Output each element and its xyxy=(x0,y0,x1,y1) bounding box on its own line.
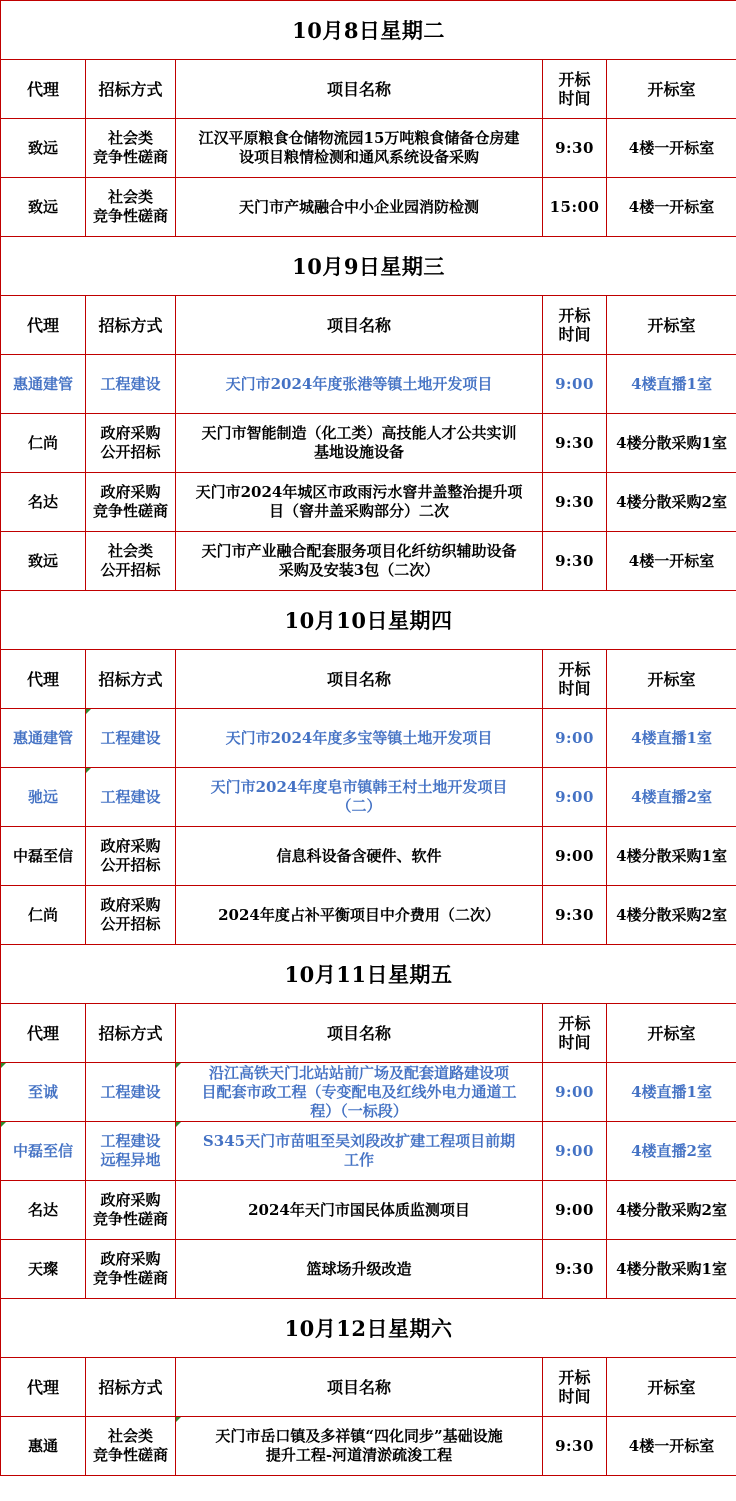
header-agent: 代理 xyxy=(1,1358,86,1417)
method-cell-line: 社会类 xyxy=(107,1427,153,1445)
bid-room-cell: 4楼直播2室 xyxy=(607,768,736,827)
project-name-cell-line: 天门市2024年度皂市镇韩王村土地开发项目 xyxy=(210,778,508,796)
header-room: 开标室 xyxy=(607,296,736,355)
header-project: 项目名称 xyxy=(176,60,543,119)
method-cell-line: 政府采购 xyxy=(100,424,161,442)
column-header-row xyxy=(1,60,736,119)
method-cell-line: 竞争性磋商 xyxy=(92,207,168,225)
project-name-cell-line: 目（窨井盖采购部分）二次 xyxy=(268,502,449,520)
bid-time-cell: 9:30 xyxy=(543,1240,607,1299)
method-cell-line: 远程异地 xyxy=(100,1151,161,1169)
project-row xyxy=(1,532,736,591)
project-name-cell xyxy=(176,178,543,237)
header-time-line2: 时间 xyxy=(558,1387,591,1406)
header-method: 招标方式 xyxy=(86,650,176,709)
project-row xyxy=(1,1417,736,1476)
header-room: 开标室 xyxy=(607,650,736,709)
day-title: 10月8日星期二 xyxy=(1,1,736,60)
project-row xyxy=(1,178,736,237)
method-cell-line: 社会类 xyxy=(107,542,153,560)
project-name-cell-line: 基地设施设备 xyxy=(313,443,404,461)
header-project: 项目名称 xyxy=(176,1004,543,1063)
method-cell-line: 政府采购 xyxy=(100,896,161,914)
method-cell-line: 竞争性磋商 xyxy=(92,1446,168,1464)
bid-time-cell: 9:00 xyxy=(543,709,607,768)
header-agent: 代理 xyxy=(1,60,86,119)
bid-room-cell: 4楼直播1室 xyxy=(607,709,736,768)
project-row xyxy=(1,827,736,886)
project-name-cell-line: 采购及安装3包（二次） xyxy=(278,561,440,579)
method-cell xyxy=(86,768,176,827)
agent-cell: 惠通建管 xyxy=(1,709,86,768)
method-cell-line: 政府采购 xyxy=(100,1250,161,1268)
project-name-cell xyxy=(176,1240,543,1299)
project-name-cell-line: 篮球场升级改造 xyxy=(306,1259,412,1278)
bid-time-cell: 9:00 xyxy=(543,1181,607,1240)
project-name-cell-line: 2024年天门市国民体质监测项目 xyxy=(248,1200,470,1219)
agent-cell: 惠通建管 xyxy=(1,355,86,414)
project-row xyxy=(1,709,736,768)
bid-time-cell: 9:30 xyxy=(543,414,607,473)
bid-room-cell: 4楼直播2室 xyxy=(607,1122,736,1181)
bid-time-cell: 9:30 xyxy=(543,119,607,178)
day-title: 10月12日星期六 xyxy=(1,1299,736,1358)
agent-cell: 天璨 xyxy=(1,1240,86,1299)
project-row xyxy=(1,473,736,532)
method-cell-line: 工程建设 xyxy=(100,1082,161,1101)
method-cell-line: 政府采购 xyxy=(100,483,161,501)
project-name-cell-line: 沿江高铁天门北站站前广场及配套道路建设项 xyxy=(208,1063,509,1082)
method-cell xyxy=(86,1181,176,1240)
agent-cell: 名达 xyxy=(1,473,86,532)
bid-room-cell: 4楼一开标室 xyxy=(607,119,736,178)
bid-room-cell: 4楼一开标室 xyxy=(607,178,736,237)
header-time xyxy=(543,1358,607,1417)
project-name-cell xyxy=(176,1417,543,1476)
agent-cell: 致远 xyxy=(1,178,86,237)
project-name-cell xyxy=(176,532,543,591)
bid-time-cell: 9:00 xyxy=(543,355,607,414)
header-project: 项目名称 xyxy=(176,296,543,355)
project-name-cell-line: 目配套市政工程（专变配电及红线外电力通道工 xyxy=(201,1082,517,1101)
method-cell xyxy=(86,1417,176,1476)
agent-cell: 致远 xyxy=(1,119,86,178)
header-time xyxy=(543,60,607,119)
bid-time-cell: 9:00 xyxy=(543,1122,607,1181)
project-name-cell xyxy=(176,473,543,532)
bid-room-cell: 4楼分散采购1室 xyxy=(607,414,736,473)
method-cell-line: 公开招标 xyxy=(100,561,161,579)
header-time-line2: 时间 xyxy=(558,1033,591,1052)
header-time-line2: 时间 xyxy=(558,89,591,108)
project-row xyxy=(1,1181,736,1240)
bid-time-cell: 9:30 xyxy=(543,1417,607,1476)
day-title: 10月10日星期四 xyxy=(1,591,736,650)
project-name-cell-line: 江汉平原粮食仓储物流园15万吨粮食储备仓房建 xyxy=(198,129,520,147)
column-header-row xyxy=(1,1004,736,1063)
header-agent: 代理 xyxy=(1,1004,86,1063)
header-time-line1: 开标 xyxy=(558,1014,591,1033)
method-cell-line: 公开招标 xyxy=(100,443,161,461)
method-cell xyxy=(86,119,176,178)
method-cell-line: 公开招标 xyxy=(100,856,161,874)
project-name-cell-line: 提升工程-河道清淤疏浚工程 xyxy=(265,1446,453,1464)
header-method: 招标方式 xyxy=(86,1358,176,1417)
method-cell-line: 竞争性磋商 xyxy=(92,502,168,520)
project-name-cell xyxy=(176,1181,543,1240)
agent-cell: 惠通 xyxy=(1,1417,86,1476)
header-time xyxy=(543,650,607,709)
project-name-cell-line: 工作 xyxy=(343,1151,374,1169)
method-cell xyxy=(86,1122,176,1181)
project-row xyxy=(1,1063,736,1122)
agent-cell: 中磊至信 xyxy=(1,827,86,886)
method-cell-line: 竞争性磋商 xyxy=(92,1269,168,1287)
bid-time-cell: 9:00 xyxy=(543,768,607,827)
header-time-line1: 开标 xyxy=(558,306,591,325)
bid-room-cell: 4楼直播1室 xyxy=(607,1063,736,1122)
method-cell-line: 社会类 xyxy=(107,129,153,147)
project-name-cell-line: 信息科设备含硬件、软件 xyxy=(276,846,442,865)
project-name-cell xyxy=(176,414,543,473)
bid-time-cell: 9:30 xyxy=(543,532,607,591)
project-name-cell xyxy=(176,827,543,886)
project-name-cell-line: 天门市2024年度多宝等镇土地开发项目 xyxy=(225,728,493,747)
method-cell-line: 工程建设 xyxy=(100,728,161,747)
header-room: 开标室 xyxy=(607,60,736,119)
project-name-cell-line: 天门市岳口镇及多祥镇“四化同步”基础设施 xyxy=(215,1427,503,1445)
bid-time-cell: 9:00 xyxy=(543,1063,607,1122)
header-room: 开标室 xyxy=(607,1004,736,1063)
method-cell xyxy=(86,355,176,414)
day-title-row xyxy=(1,1299,736,1358)
header-method: 招标方式 xyxy=(86,60,176,119)
project-name-cell-line: 天门市智能制造（化工类）高技能人才公共实训 xyxy=(201,424,517,442)
header-time-line2: 时间 xyxy=(558,679,591,698)
method-cell-line: 政府采购 xyxy=(100,837,161,855)
method-cell-line: 社会类 xyxy=(107,188,153,206)
project-row xyxy=(1,414,736,473)
day-title-row xyxy=(1,945,736,1004)
project-name-cell xyxy=(176,1122,543,1181)
project-name-cell xyxy=(176,355,543,414)
project-name-cell-line: 程）（一标段） xyxy=(310,1101,408,1120)
method-cell-line: 公开招标 xyxy=(100,915,161,933)
project-name-cell-line: 设项目粮情检测和通风系统设备采购 xyxy=(238,148,479,166)
header-time-line1: 开标 xyxy=(558,1368,591,1387)
header-time xyxy=(543,1004,607,1063)
project-name-cell xyxy=(176,768,543,827)
bid-room-cell: 4楼直播1室 xyxy=(607,355,736,414)
method-cell-line: 竞争性磋商 xyxy=(92,1210,168,1228)
method-cell-line: 工程建设 xyxy=(100,374,161,393)
method-cell xyxy=(86,414,176,473)
bid-time-cell: 9:30 xyxy=(543,473,607,532)
header-agent: 代理 xyxy=(1,650,86,709)
day-title-row xyxy=(1,1,736,60)
method-cell xyxy=(86,178,176,237)
method-cell-line: 政府采购 xyxy=(100,1191,161,1209)
project-name-cell-line: 天门市产城融合中小企业园消防检测 xyxy=(238,197,479,216)
method-cell-line: 工程建设 xyxy=(100,787,161,806)
bid-time-cell: 9:00 xyxy=(543,827,607,886)
method-cell xyxy=(86,1240,176,1299)
project-name-cell xyxy=(176,886,543,945)
project-name-cell-line: 天门市产业融合配套服务项目化纤纺织辅助设备 xyxy=(201,542,517,560)
project-row xyxy=(1,886,736,945)
method-cell xyxy=(86,827,176,886)
header-method: 招标方式 xyxy=(86,296,176,355)
agent-cell: 中磊至信 xyxy=(1,1122,86,1181)
project-row xyxy=(1,1122,736,1181)
column-header-row xyxy=(1,296,736,355)
header-project: 项目名称 xyxy=(176,1358,543,1417)
project-name-cell-line: 天门市2024年城区市政雨污水窨井盖整治提升项 xyxy=(195,483,523,501)
method-cell xyxy=(86,1063,176,1122)
header-agent: 代理 xyxy=(1,296,86,355)
day-title: 10月9日星期三 xyxy=(1,237,736,296)
project-row xyxy=(1,355,736,414)
header-time-line1: 开标 xyxy=(558,70,591,89)
project-row xyxy=(1,1240,736,1299)
header-room: 开标室 xyxy=(607,1358,736,1417)
header-project: 项目名称 xyxy=(176,650,543,709)
agent-cell: 仁尚 xyxy=(1,414,86,473)
method-cell xyxy=(86,886,176,945)
bid-time-cell: 9:30 xyxy=(543,886,607,945)
project-name-cell-line: （二） xyxy=(336,797,382,815)
bid-room-cell: 4楼一开标室 xyxy=(607,1417,736,1476)
agent-cell: 致远 xyxy=(1,532,86,591)
column-header-row xyxy=(1,650,736,709)
project-name-cell-line: S345天门市苗咀至吴刘段改扩建工程项目前期 xyxy=(202,1132,516,1150)
header-time-line1: 开标 xyxy=(558,660,591,679)
project-row xyxy=(1,119,736,178)
bid-room-cell: 4楼分散采购1室 xyxy=(607,827,736,886)
project-row xyxy=(1,768,736,827)
bid-time-cell: 15:00 xyxy=(543,178,607,237)
project-name-cell-line: 2024年度占补平衡项目中介费用（二次） xyxy=(218,905,500,924)
method-cell-line: 工程建设 xyxy=(100,1132,161,1150)
project-name-cell xyxy=(176,1063,543,1122)
method-cell xyxy=(86,532,176,591)
day-title: 10月11日星期五 xyxy=(1,945,736,1004)
header-time-line2: 时间 xyxy=(558,325,591,344)
day-title-row xyxy=(1,237,736,296)
bid-schedule-body xyxy=(1,1,736,1476)
agent-cell: 驰远 xyxy=(1,768,86,827)
bid-room-cell: 4楼分散采购2室 xyxy=(607,886,736,945)
bid-room-cell: 4楼分散采购2室 xyxy=(607,1181,736,1240)
header-method: 招标方式 xyxy=(86,1004,176,1063)
project-name-cell xyxy=(176,709,543,768)
project-name-cell xyxy=(176,119,543,178)
agent-cell: 仁尚 xyxy=(1,886,86,945)
project-name-cell-line: 天门市2024年度张港等镇土地开发项目 xyxy=(225,374,493,393)
method-cell xyxy=(86,473,176,532)
column-header-row xyxy=(1,1358,736,1417)
bid-room-cell: 4楼分散采购1室 xyxy=(607,1240,736,1299)
bid-room-cell: 4楼一开标室 xyxy=(607,532,736,591)
bid-room-cell: 4楼分散采购2室 xyxy=(607,473,736,532)
agent-cell: 名达 xyxy=(1,1181,86,1240)
method-cell xyxy=(86,709,176,768)
day-title-row xyxy=(1,591,736,650)
method-cell-line: 竞争性磋商 xyxy=(92,148,168,166)
header-time xyxy=(543,296,607,355)
agent-cell: 至诚 xyxy=(1,1063,86,1122)
